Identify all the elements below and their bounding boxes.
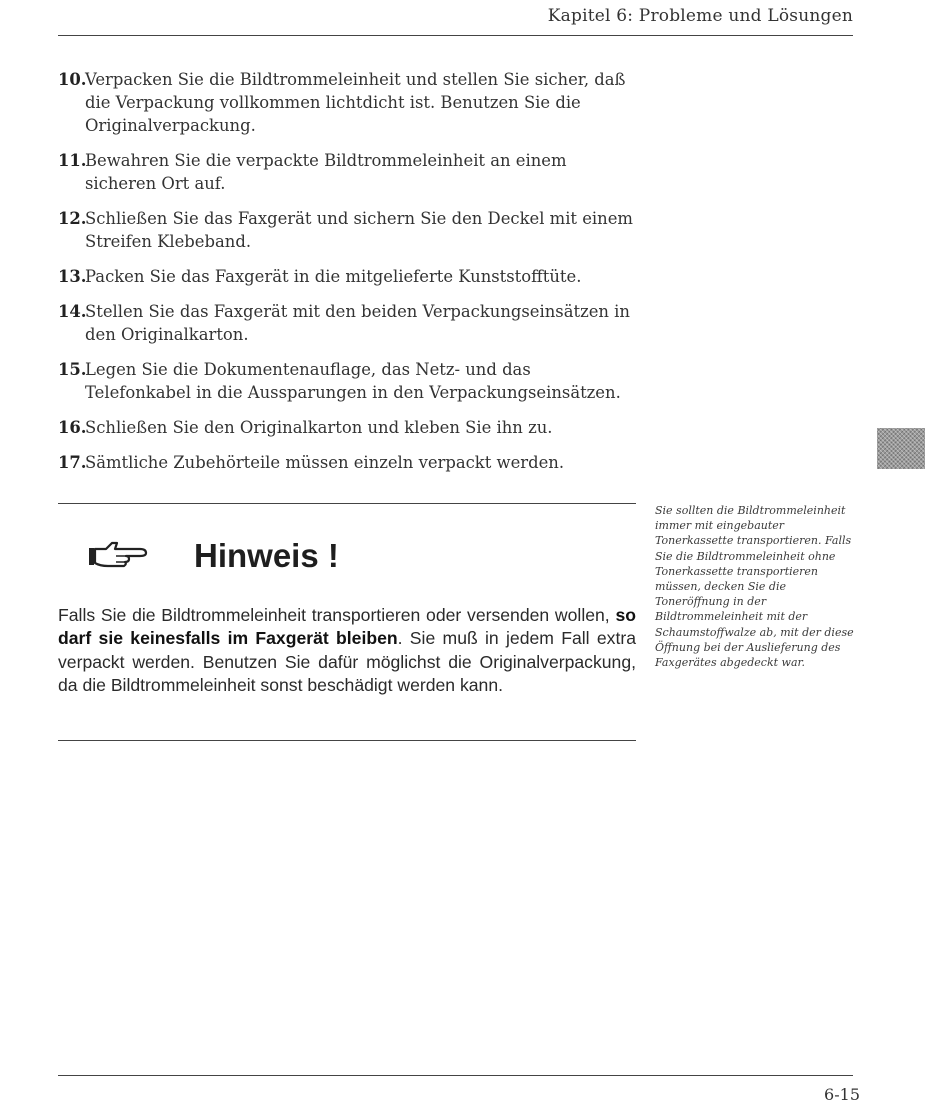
note-bottom-rule: [58, 740, 636, 741]
page-number: 6-15: [824, 1085, 860, 1104]
step-text: Verpacken Sie die Bildtrommeleinheit und stellen Sie sicher, daß die Verpackung vollkommen lichtdicht ist. Benutzen Sie die Originalverpackung.: [85, 70, 626, 135]
pointing-hand-icon: [88, 539, 150, 569]
step-number: 16.: [58, 418, 87, 437]
step-text: Legen Sie die Dokumentenauflage, das Netz- und das Telefonkabel in die Aussparungen in den Verpackungseinsätzen.: [85, 360, 621, 402]
note-body-text: . Sie muß in jedem Fall extra verpackt werden. Benutzen Sie dafür möglichst die Originalverpackung, da die Bildtrommeleinheit sonst beschädigt werden kann.: [58, 628, 636, 696]
note-top-rule: [58, 503, 636, 504]
margin-note: Sie sollten die Bildtrommeleinheit immer mit eingebauter Tonerkassette transportieren. Falls Sie die Bildtrommeleinheit ohne Tonerkassette transportieren müssen, decken Sie die Toneröffnung in der Bildtrommeleinheit mit der Schaumstoffwalze ab, mit der diese Öffnung bei der Auslieferung des Faxgerätes abgedeckt war.: [655, 504, 854, 670]
note-body-emphasis: so darf sie keinesfalls im Faxgerät bleiben: [58, 605, 636, 649]
step-item: [58, 416, 638, 439]
step-text: Schließen Sie den Originalkarton und kleben Sie ihn zu.: [85, 418, 553, 437]
step-text: Packen Sie das Faxgerät in die mitgelieferte Kunststofftüte.: [85, 267, 582, 286]
step-text: Schließen Sie das Faxgerät und sichern Sie den Deckel mit einem Streifen Klebeband.: [85, 209, 633, 251]
chapter-thumb-tab: [877, 428, 925, 469]
chapter-header: Kapitel 6: Probleme und Lösungen: [547, 6, 853, 26]
step-number: 11.: [58, 151, 87, 170]
step-item: [58, 451, 638, 474]
step-number: 12.: [58, 209, 87, 228]
step-list: [58, 68, 638, 486]
step-item: [58, 358, 638, 404]
step-text: Stellen Sie das Faxgerät mit den beiden Verpackungseinsätzen in den Originalkarton.: [85, 302, 630, 344]
step-number: 17.: [58, 453, 87, 472]
note-body: [58, 604, 636, 698]
note-body-text: Falls Sie die Bildtrommeleinheit transportieren oder versenden wollen,: [58, 605, 616, 625]
step-number: 15.: [58, 360, 87, 379]
footer-rule: [58, 1075, 853, 1076]
step-number: 10.: [58, 70, 87, 89]
note-heading: Hinweis !: [194, 537, 339, 574]
step-item: [58, 300, 638, 346]
step-number: 14.: [58, 302, 87, 321]
step-item: [58, 207, 638, 253]
step-item: [58, 68, 638, 137]
step-text: Bewahren Sie die verpackte Bildtrommeleinheit an einem sicheren Ort auf.: [85, 151, 567, 193]
step-text: Sämtliche Zubehörteile müssen einzeln verpackt werden.: [85, 453, 565, 472]
header-rule: [58, 35, 853, 36]
step-item: [58, 149, 638, 195]
step-number: 13.: [58, 267, 87, 286]
step-item: [58, 265, 638, 288]
